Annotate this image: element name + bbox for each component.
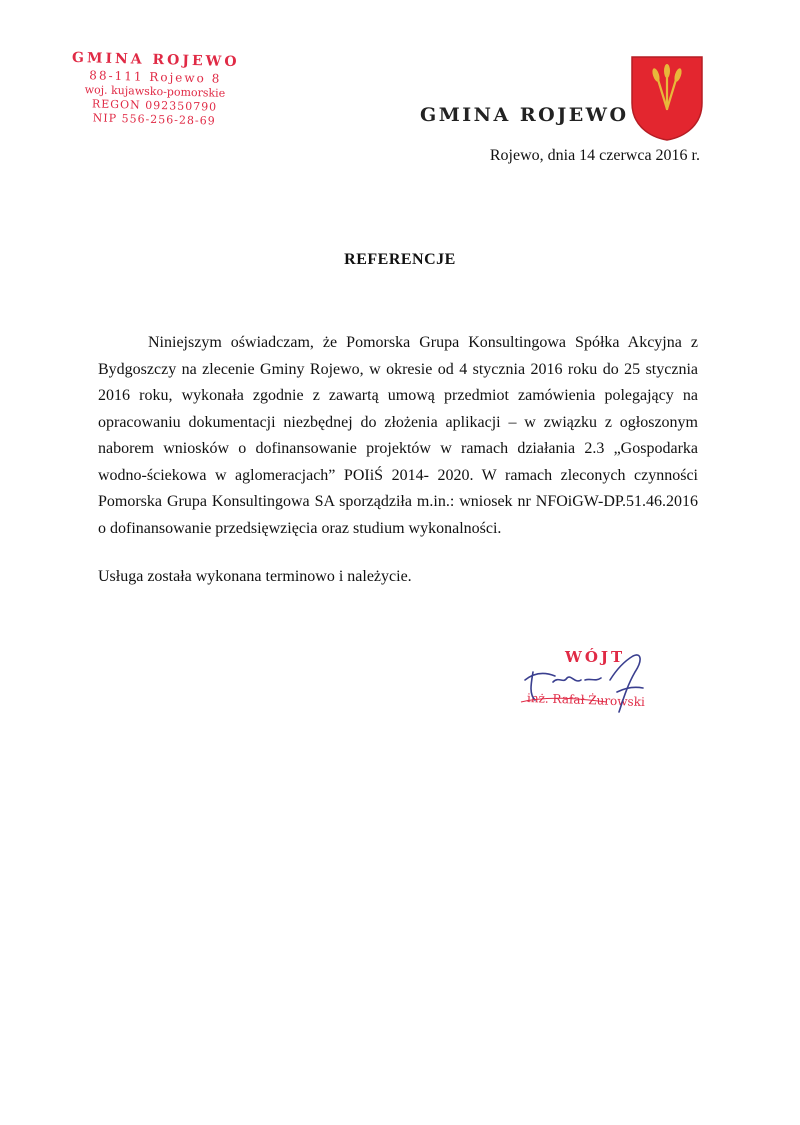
stamp-line-name: GMINA ROJEWO: [71, 49, 240, 71]
address-stamp: [54, 49, 256, 128]
stamp-line-address: 88-111 Rojewo 8: [89, 68, 222, 86]
stamp-line-regon: REGON 092350790: [91, 97, 218, 114]
date-line: Rojewo, dnia 14 czerwca 2016 r.: [489, 147, 700, 164]
stamp-line-nip: NIP 556-256-28-69: [92, 111, 216, 128]
handwritten-signature-icon: [515, 642, 665, 722]
closing-paragraph: Usługa została wykonana terminowo i należycie.: [98, 568, 412, 585]
signature-title: WÓJT: [565, 648, 626, 666]
document-heading: REFERENCJE: [344, 251, 456, 268]
signature-name: inż. Rafał Żurowski: [526, 690, 646, 710]
municipality-title: GMINA ROJEWO: [420, 104, 629, 126]
document-body: [98, 330, 698, 542]
stamp-line-region: woj. kujawsko-pomorskie: [84, 83, 226, 100]
body-paragraph: Niniejszym oświadczam, że Pomorska Grupa Konsultingowa Spółka Akcyjna z Bydgoszczy na zlecenie Gminy Rojewo, w okresie od 4 stycznia 2016 roku do 25 stycznia 2016 roku, wykonała zgodnie z zawartą umową przedmiot zamówienia polegający na opracowaniu dokumentacji niezbędnej do złożenia aplikacji – w związku z ogłoszonym naborem wniosków o dofinansowanie projektów w ramach działania 2.3 „Gospodarka wodno-ściekowa w aglomeracjach” POIiŚ 2014- 2020. W ramach zleconych czynności Pomorska Grupa Konsultingowa SA sporządziła m.in.: wniosek nr NFOiGW-DP.51.46.2016 o dofinansowanie przedsięwzięcia oraz studium wykonalności.: [98, 334, 698, 537]
coat-of-arms-icon: [630, 55, 704, 141]
